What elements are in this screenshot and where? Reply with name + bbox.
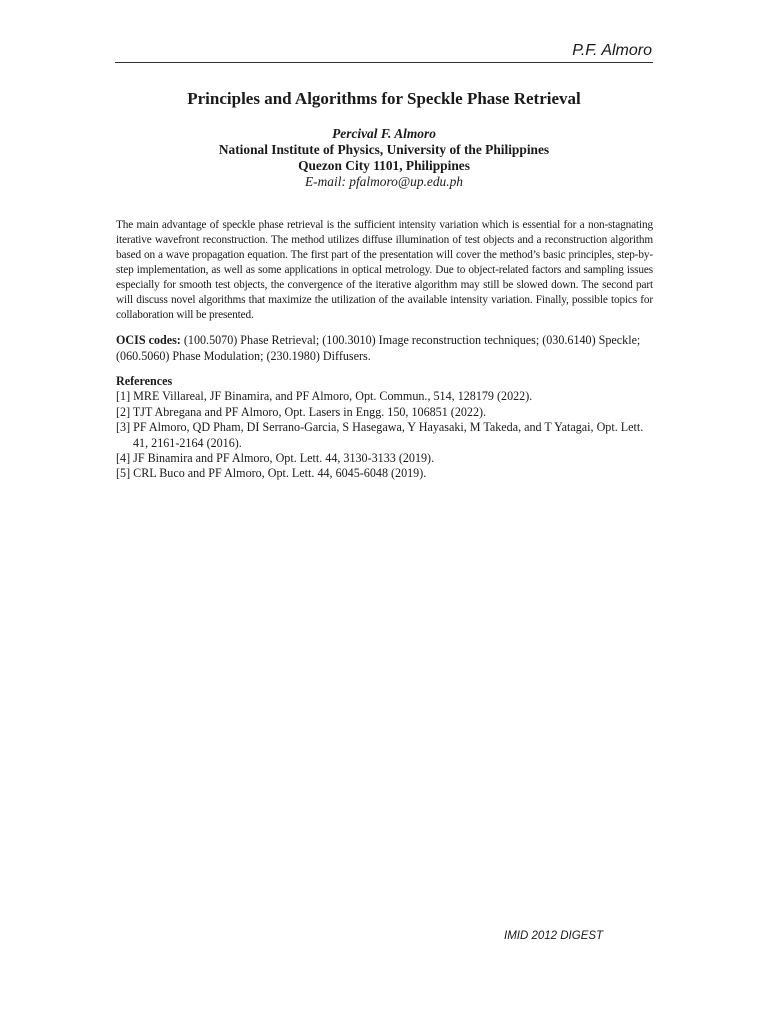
page-footer: IMID 2012 DIGEST xyxy=(504,930,604,942)
paper-title: Principles and Algorithms for Speckle Phase Retrieval xyxy=(187,89,581,108)
reference-item: [5] CRL Buco and PF Almoro, Opt. Lett. 44, 6045-6048 (2019). xyxy=(116,466,427,481)
reference-item: [4] JF Binamira and PF Almoro, Opt. Lett. 44, 3130-3133 (2019). xyxy=(116,451,435,466)
ocis-codes xyxy=(116,333,653,364)
references-list xyxy=(116,389,653,481)
references-heading: References xyxy=(116,374,173,388)
author-affiliation-block xyxy=(0,126,768,190)
references-section xyxy=(116,374,653,482)
running-header-author: P.F. Almoro xyxy=(572,42,652,59)
reference-item: [3] PF Almoro, QD Pham, DI Serrano-Garcia, S Hasegawa, Y Hayasaki, M Takeda, and T Yatagai, Opt. Lett. 41, 2161-2164 (2016). xyxy=(116,420,644,450)
ocis-text: (100.5070) Phase Retrieval; (100.3010) Image reconstruction techniques; (030.6140) Speckle; (060.5060) Phase Modulation; (230.1980) Diffusers. xyxy=(116,333,641,363)
author-email: E-mail: pfalmoro@up.edu.ph xyxy=(305,174,463,189)
institute-address: Quezon City 1101, Philippines xyxy=(298,158,470,173)
header-rule xyxy=(115,62,653,63)
author-name: Percival F. Almoro xyxy=(332,126,436,141)
reference-item: [1] MRE Villareal, JF Binamira, and PF Almoro, Opt. Commun., 514, 128179 (2022). xyxy=(116,389,533,404)
ocis-label: OCIS codes: xyxy=(116,333,181,347)
reference-item: [2] TJT Abregana and PF Almoro, Opt. Lasers in Engg. 150, 106851 (2022). xyxy=(116,404,487,419)
abstract-text: The main advantage of speckle phase retrieval is the sufficient intensity variation which is essential for a non-stagnating iterative wavefront reconstruction. The method utilizes diffuse illumination of test objects and a reconstruction algorithm based on a wave propagation equation. The first part of the presentation will cover the method’s basic principles, step-by-step implementation, as well as some applications in optical metrology. Due to object-related factors and sampling issues especially for smooth test objects, the convergence of the iterative algorithm may still be slowed down. The second part will discuss novel algorithms that maximize the utilization of the available intensity variation. Finally, possible topics for collaboration will be presented. xyxy=(116,219,653,321)
institute-name: National Institute of Physics, University of the Philippines xyxy=(218,142,550,157)
